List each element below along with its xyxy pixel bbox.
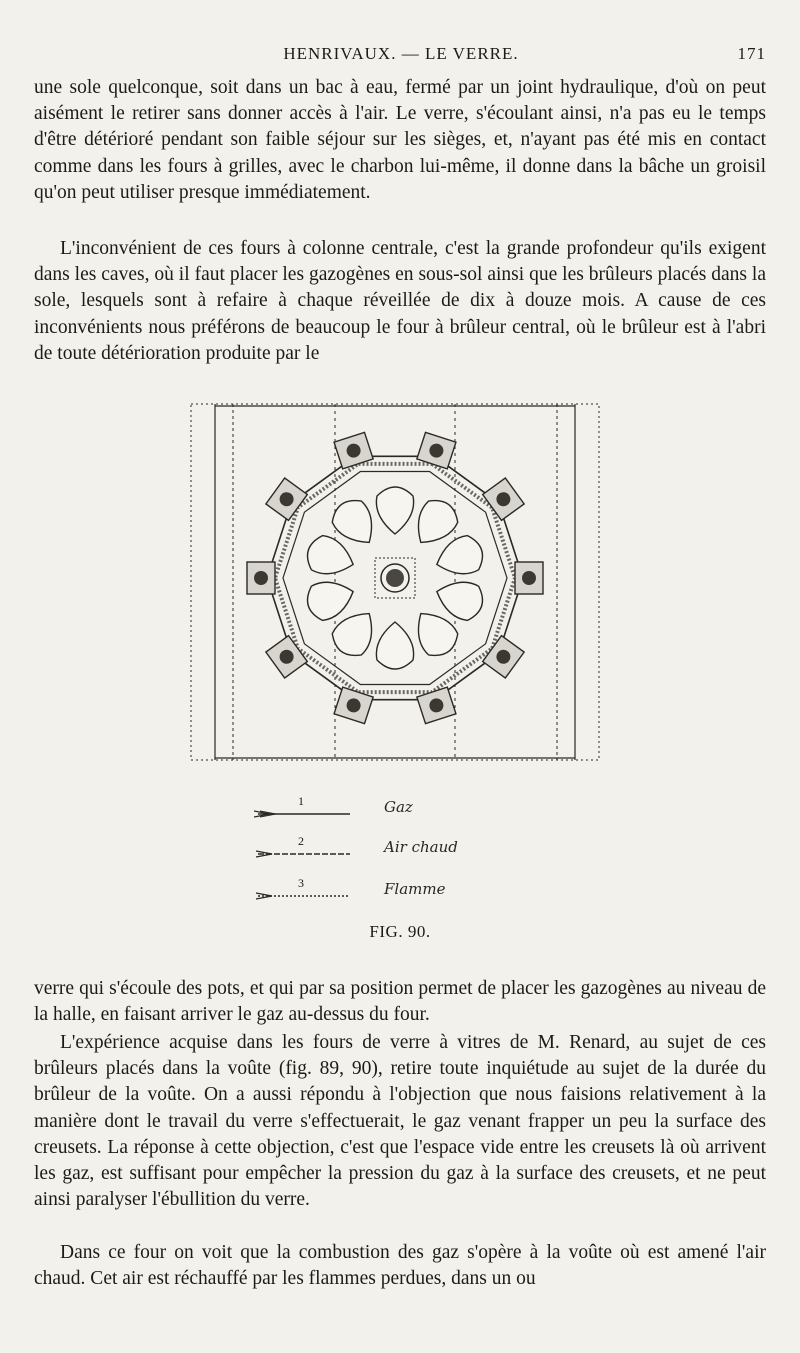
legend-label: Gaz [384, 798, 413, 816]
legend-number: 1 [298, 794, 304, 808]
running-head-title: HENRIVAUX. — LE VERRE. [283, 44, 519, 63]
buttress [266, 636, 307, 678]
furnace-plan-figure [185, 398, 605, 768]
buttress [483, 636, 524, 678]
crucible-pot [376, 622, 413, 669]
buttress [483, 478, 524, 520]
legend-label: Air chaud [384, 838, 458, 856]
paragraph-5: Dans ce four on voit que la combustion des gaz s'opère à la voûte où est amené l'air chaud. Cet air est réchauffé par les flammes perdues, dans un ou [34, 1242, 766, 1290]
crucible-pot [431, 574, 487, 624]
figure-legend [250, 794, 510, 910]
paragraph-3: verre qui s'écoule des pots, et qui par sa position permet de placer les gazogènes au niveau de la halle, en faisant arriver le gaz au-dessus du four. [34, 978, 766, 1026]
legend-label: Flamme [384, 880, 446, 898]
running-head [36, 44, 766, 68]
legend-item-flamme [250, 876, 510, 908]
legend-number: 2 [298, 834, 304, 848]
buttress [266, 478, 307, 520]
page-number: 171 [737, 44, 766, 63]
legend-item-gaz [250, 794, 510, 826]
crucible-pot [303, 574, 359, 624]
arrow-3-icon [250, 882, 370, 906]
arrow-1-icon [250, 800, 370, 824]
paragraph-4: L'expérience acquise dans les fours de verre à vitres de M. Renard, au sujet de ces brûleurs placés dans la voûte (fig. 89, 90), retire toute inquiétude au sujet de la durée du brûleur de la voûte. On a aussi répondu à l'objection que nous faisions relativement à la manière dont le travail du verre s'effectuerait, le gaz venant frapper un peu la surface des creusets. La réponse à cette objection, c'est que l'espace vide entre les creusets là où arrivent les gaz, est suffisant pour empêcher la pression du gaz à la surface des creusets, et ne peut ainsi paralyser l'ébullition du verre. [34, 1032, 766, 1211]
buttress [247, 562, 275, 594]
buttress [515, 562, 543, 594]
paragraph-2: L'inconvénient de ces fours à colonne centrale, c'est la grande profondeur qu'ils exigent dans les caves, où il faut placer les gazogènes en sous-sol ainsi que les brûleurs placés dans la sole, lesquels sont à refaire à chaque réveillée de dix à douze mois. A cause de ces inconvénients nous préférons de beaucoup le four à brûleur central, où le brûleur est à l'abri de toute détérioration produite par le [34, 238, 766, 364]
crucible-pot [303, 532, 359, 582]
crucible-pot [431, 532, 487, 582]
arrow-2-icon [250, 840, 370, 864]
legend-item-air-chaud [250, 834, 510, 866]
figure-caption: FIG. 90. [369, 922, 431, 941]
crucible-pot [376, 487, 413, 534]
paragraph-1: une sole quelconque, soit dans un bac à eau, fermé par un joint hydraulique, d'où on peut aisément le retirer sans donner accès à l'air. Le verre, s'écoulant ainsi, n'a pas eu le temps d'être détérioré pendant son faible séjour sur les sièges, et, n'ayant pas été mis en contact comme dans les fours à grilles, avec le charbon lui-même, il donne dans la bâche un groisil qu'on peut utiliser presque immédiatement. [34, 77, 766, 203]
legend-number: 3 [298, 876, 304, 890]
